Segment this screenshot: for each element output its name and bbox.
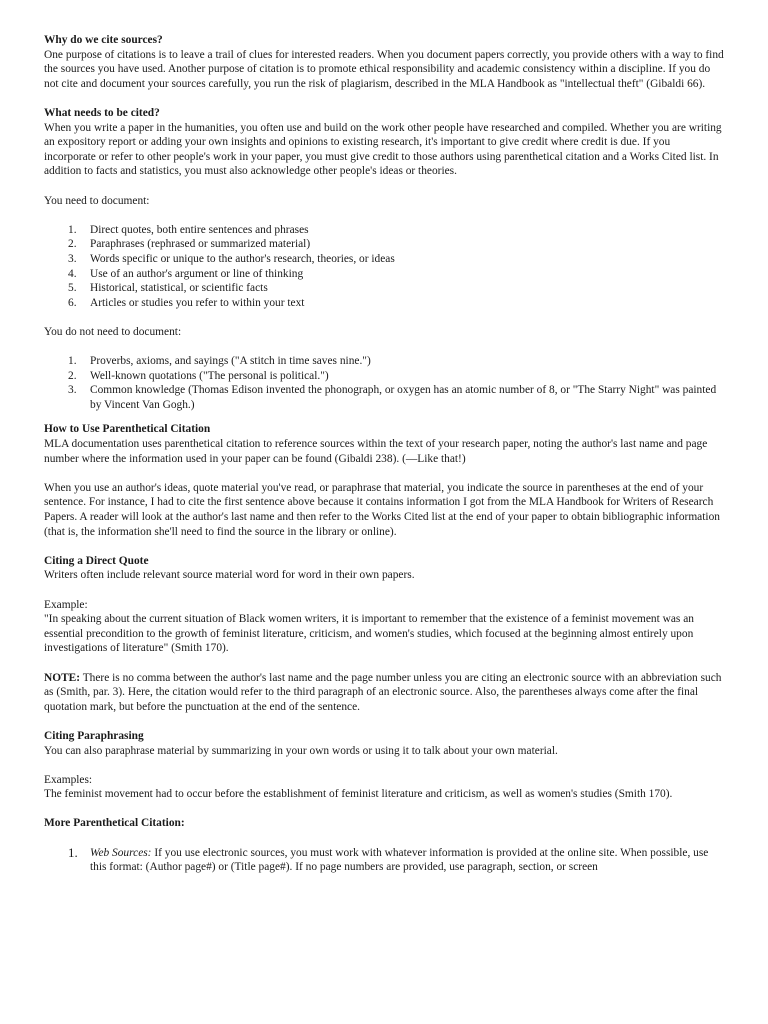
- list-item: 1. Web Sources: If you use electronic sources, you must work with whatever information is provided at the online site. When possible, use this format: (Author page#) or (Title page#). If no page numbers are provided, use paragraph, section, or screen: [68, 844, 709, 874]
- list-item: 4. Use of an author's argument or line of thinking: [68, 267, 304, 280]
- direct-quote-body: Writers often include relevant source material word for word in their own papers.: [44, 569, 415, 582]
- examples-label: Examples:: [44, 773, 93, 786]
- web-sources-text: If you use electronic sources, you must work with whatever information is provided at the online site. When possible, use this format: (Author page#) or (Title page#). If no page numbers are provided, use paragraph, section, or screen: [90, 846, 709, 874]
- list-item: 2. Paraphrases (rephrased or summarized material): [68, 238, 311, 251]
- not-need-list: [44, 354, 724, 412]
- paraphrasing-example: The feminist movement had to occur before the establishment of feminist literature and criticism, as well as women's studies (Smith 170).: [44, 788, 673, 801]
- how-heading: How to Use Parenthetical Citation: [44, 423, 211, 436]
- how-body-2: When you use an author's ideas, quote material you've read, or paraphrase that material, you indicate the source in parentheses at the end of your sentence. For instance, I had to cite the first sentence above because it contains information I got from the MLA Handbook for Writers of Research Papers. A reader will look at the author's last name and then refer to the Works Cited list at the end of your paper to obtain bibliographic information (that is, the information she'll need to find the source in the library or online).: [44, 481, 720, 538]
- paraphrasing-body: You can also paraphrase material by summarizing in your own words or using it to talk about your own material.: [44, 744, 558, 757]
- list-item: 6. Articles or studies you refer to within your text: [68, 296, 305, 309]
- note-paragraph: [44, 671, 724, 715]
- direct-quote-example: "In speaking about the current situation of Black women writers, it is important to remember that the existence of a feminist movement was an essential precondition to the growth of feminist literature, criticism, and women's studies, which focused at the beginning almost entirely upon investigations of literature" (Smith 170).: [44, 613, 694, 655]
- example-label: Example:: [44, 598, 88, 611]
- need-list: [44, 223, 724, 311]
- list-item: 3. Words specific or unique to the author's research, theories, or ideas: [68, 252, 395, 265]
- list-item: 1. Proverbs, axioms, and sayings ("A stitch in time saves nine."): [68, 355, 371, 368]
- list-item: 2. Well-known quotations ("The personal is political."): [68, 369, 329, 382]
- why-body: One purpose of citations is to leave a trail of clues for interested readers. When you document papers correctly, you provide others with a way to find the sources you have used. Another purpose of citation is to promote ethical responsibility and academic consistency within a discipline. If you do not cite and document your sources carefully, you run the risk of plagiarism, described in the MLA Handbook as "intellectual theft" (Gibaldi 66).: [44, 48, 724, 90]
- direct-quote-heading: Citing a Direct Quote: [44, 554, 149, 567]
- document-page: [44, 33, 724, 875]
- list-item: 1. Direct quotes, both entire sentences and phrases: [68, 223, 309, 236]
- list-item: 5. Historical, statistical, or scientific facts: [68, 282, 268, 295]
- why-heading: Why do we cite sources?: [44, 34, 163, 46]
- need-intro: You need to document:: [44, 194, 150, 207]
- what-heading: What needs to be cited?: [44, 106, 160, 119]
- not-need-intro: You do not need to document:: [44, 325, 182, 338]
- note-text: There is no comma between the author's last name and the page number unless you are citing an electronic source with an abbreviation such as (Smith, par. 3). Here, the citation would refer to the third paragraph of an electronic source. Also, the parentheses always come after the final quotation mark, but before the punctuation at the end of the sentence.: [44, 671, 722, 713]
- list-item: 3. Common knowledge (Thomas Edison invented the phonograph, or oxygen has an atomic number of 8, or "The Starry Night" was painted by Vincent Van Gogh.): [68, 384, 717, 411]
- note-label: NOTE:: [44, 671, 81, 684]
- more-list: [44, 846, 724, 875]
- paraphrasing-heading: Citing Paraphrasing: [44, 729, 144, 742]
- what-body: When you write a paper in the humanities, you often use and build on the work other people have researched and compiled. Whether you are writing an expository report or adding your own insights and opinions to existing research, it's important to give credit where credit is due. If you incorporate or refer to other people's work in your paper, you must give credit to those authors using parenthetical citation and a Works Cited list. In addition to facts and statistics, you must also acknowledge other people's ideas or theories.: [44, 121, 722, 178]
- more-heading: More Parenthetical Citation:: [44, 817, 185, 830]
- how-body: MLA documentation uses parenthetical citation to reference sources within the text of your research paper, noting the author's last name and page number where the information used in your paper can be found (Gibaldi 238). (—Like that!): [44, 438, 708, 465]
- web-sources-label: Web Sources:: [90, 846, 152, 859]
